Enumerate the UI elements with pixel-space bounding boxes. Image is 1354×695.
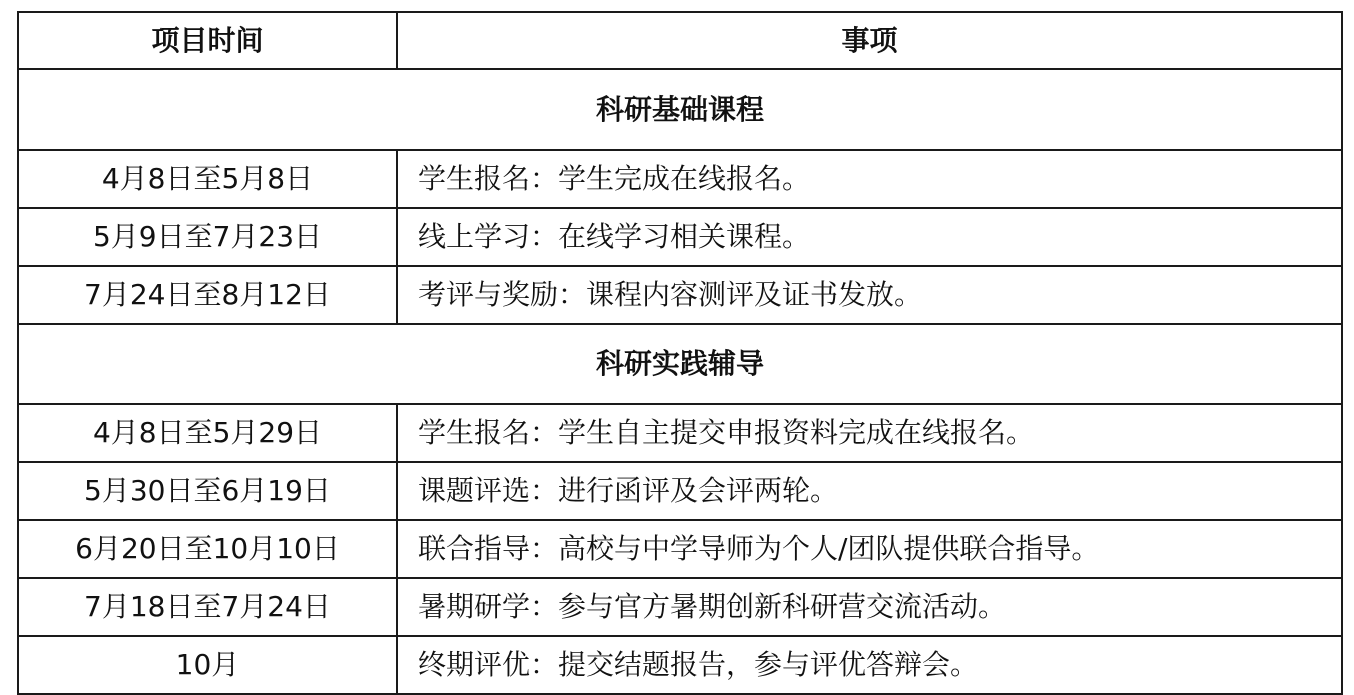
row-time: 10月	[18, 636, 397, 694]
row-desc: 学生报名：学生完成在线报名。	[397, 150, 1342, 208]
row-desc: 学生报名：学生自主提交申报资料完成在线报名。	[397, 404, 1342, 462]
row-desc: 考评与奖励：课程内容测评及证书发放。	[397, 266, 1342, 324]
header-time: 项目时间	[18, 12, 397, 69]
row-time: 4月8日至5月29日	[18, 404, 397, 462]
section-row	[18, 69, 1342, 150]
schedule-table	[17, 11, 1343, 695]
table-row	[18, 208, 1342, 266]
table-row	[18, 520, 1342, 578]
table-row	[18, 462, 1342, 520]
section-title: 科研基础课程	[18, 69, 1342, 150]
table-row	[18, 404, 1342, 462]
row-desc: 终期评优：提交结题报告，参与评优答辩会。	[397, 636, 1342, 694]
table-row	[18, 636, 1342, 694]
row-time: 4月8日至5月8日	[18, 150, 397, 208]
header-item: 事项	[397, 12, 1342, 69]
section-title: 科研实践辅导	[18, 324, 1342, 404]
row-desc: 暑期研学：参与官方暑期创新科研营交流活动。	[397, 578, 1342, 636]
section-row	[18, 324, 1342, 404]
row-time: 7月18日至7月24日	[18, 578, 397, 636]
row-desc: 课题评选：进行函评及会评两轮。	[397, 462, 1342, 520]
header-row	[18, 12, 1342, 69]
row-time: 7月24日至8月12日	[18, 266, 397, 324]
row-desc: 联合指导：高校与中学导师为个人/团队提供联合指导。	[397, 520, 1342, 578]
table-row	[18, 150, 1342, 208]
row-time: 5月30日至6月19日	[18, 462, 397, 520]
table-row	[18, 578, 1342, 636]
table-row	[18, 266, 1342, 324]
row-time: 5月9日至7月23日	[18, 208, 397, 266]
row-desc: 线上学习：在线学习相关课程。	[397, 208, 1342, 266]
row-time: 6月20日至10月10日	[18, 520, 397, 578]
